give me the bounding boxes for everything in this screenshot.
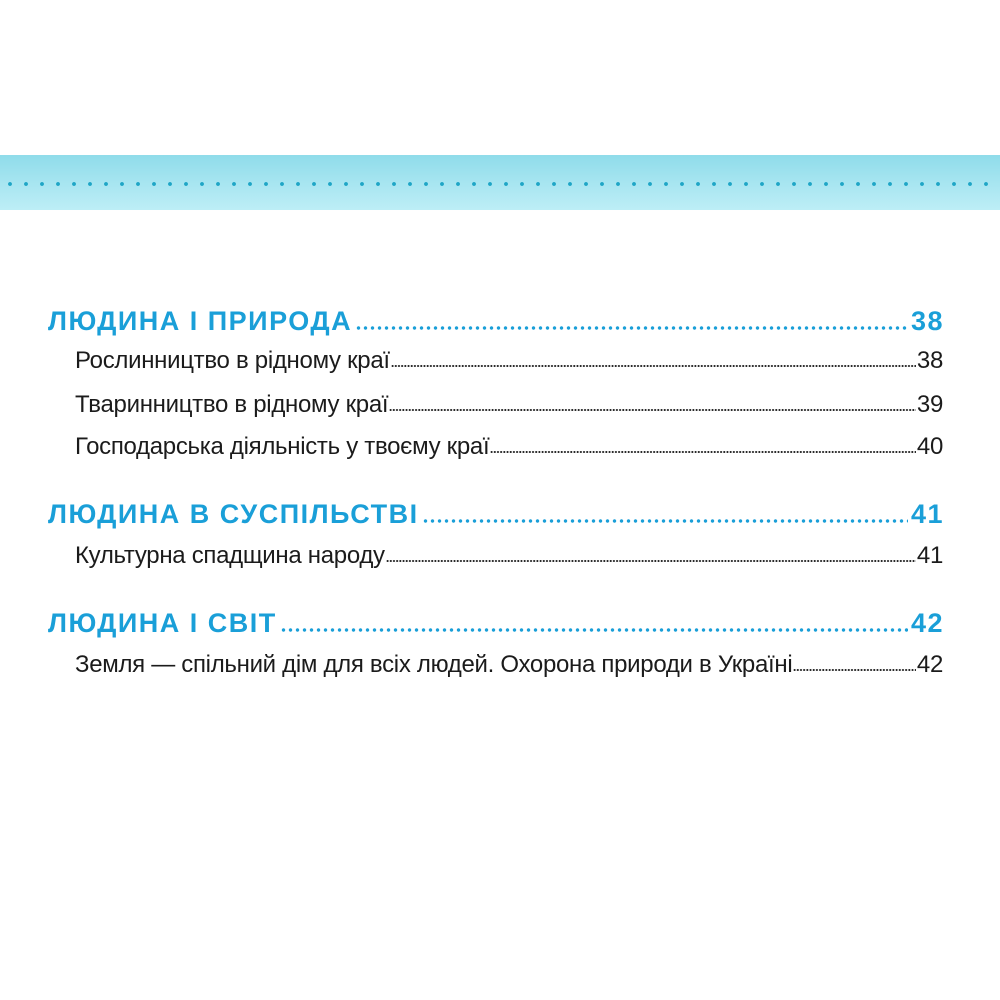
toc-item[interactable] [75, 347, 943, 375]
toc-section-people-and-world[interactable] [48, 608, 944, 639]
item-page-number: 40 [916, 433, 943, 460]
dot-leader [793, 668, 916, 672]
dot-leader [386, 559, 916, 563]
toc-item[interactable] [75, 542, 943, 570]
dot-leader [422, 519, 908, 523]
item-title: Земля — спільний дім для всіх людей. Охорона природи в Україні [75, 651, 793, 678]
section-page-number: 38 [910, 306, 944, 336]
dot-leader [490, 450, 916, 454]
toc-section-people-in-society[interactable] [48, 499, 944, 530]
dot-leader [355, 326, 908, 330]
dot-leader [280, 628, 908, 632]
item-title: Культурна спадщина народу [75, 542, 385, 569]
section-page-number: 41 [910, 499, 944, 529]
item-title: Господарська діяльність у твоєму краї [75, 433, 490, 460]
dot-leader [391, 364, 916, 368]
item-title: Тваринництво в рідному краї [75, 391, 389, 418]
item-page-number: 38 [916, 347, 943, 374]
toc-item[interactable] [75, 433, 943, 461]
section-title: ЛЮДИНА В СУСПІЛЬСТВІ [48, 499, 419, 529]
toc-item[interactable] [75, 391, 943, 419]
section-title: ЛЮДИНА І СВІТ [48, 608, 277, 638]
item-page-number: 41 [916, 542, 943, 569]
toc-item[interactable] [75, 651, 943, 679]
section-page-number: 42 [910, 608, 944, 638]
item-page-number: 42 [916, 651, 943, 678]
section-title: ЛЮДИНА І ПРИРОДА [48, 306, 353, 336]
dot-leader [389, 408, 916, 412]
item-title: Рослинництво в рідному краї [75, 347, 390, 374]
item-page-number: 39 [916, 391, 943, 418]
toc-section-people-and-nature[interactable] [48, 306, 944, 337]
